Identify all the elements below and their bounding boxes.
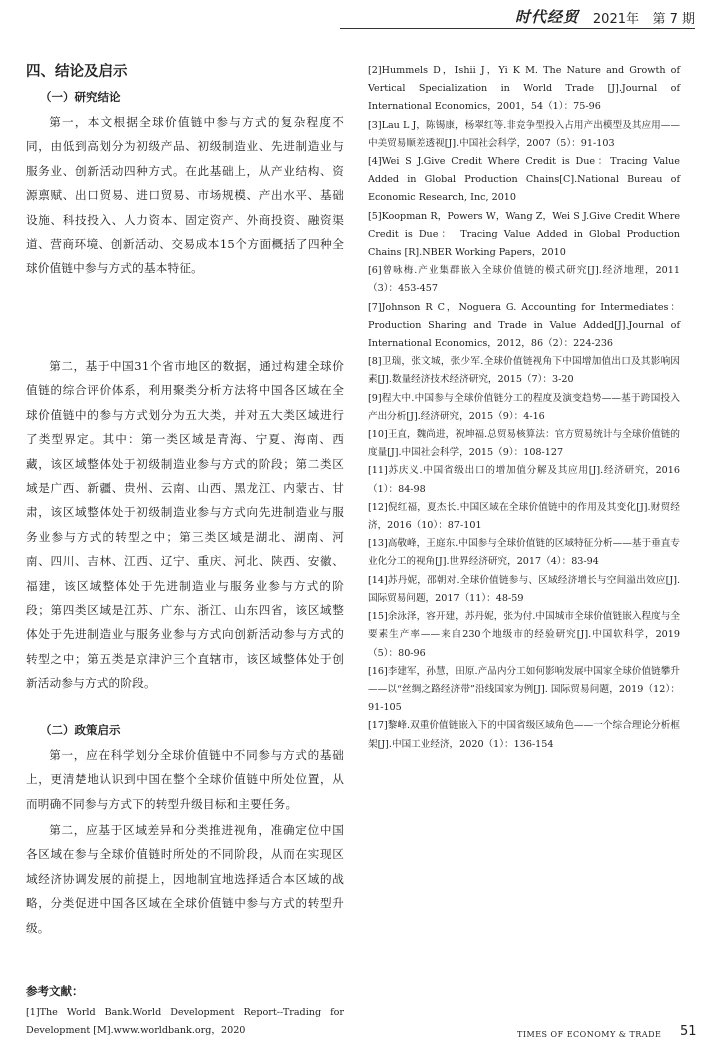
left-column <box>26 62 344 1040</box>
header-rule <box>340 28 695 29</box>
reference-item: [14]苏丹妮，邵朝对.全球价值链参与、区域经济增长与空间溢出效应[J].国际贸易问题，2017（11）：48-59 <box>368 574 680 604</box>
issue-year: 2021年 <box>592 12 639 27</box>
conclusion-paragraph-1: 第一，本文根据全球价值链中参与方式的复杂程度不同，由低到高划分为初级产品、初级制造业、先进制造业与服务业、创新活动四种方式。在此基础上，从产业结构、资源禀赋、出口贸易、进口贸易、市场规模、产出水平、基础设施、科技投入、人力资本、固定资产、外商投资、融资渠道、营商环境、创新活动、交易成本15个方面概括了四种全球价值链中参与方式的基本特征。 <box>26 115 344 276</box>
reference-item: [7]Johnson R C，Noguera G. Accounting for Intermediates：Production Sharing and Trade in Value Added[J].Journal of International Economics，2012，86（2）：224-236 <box>368 301 680 350</box>
reference-item: [15]余泳泽，容开建，苏丹妮，张为付.中国城市全球价值链嵌入程度与全要素生产率——来自230个地级市的经验研究[J].中国软科学，2019（5）：80-96 <box>368 611 680 659</box>
reference-item: [4]Wei S J.Give Credit Where Credit is Due：Tracing Value Added in Global Production Chains[C].National Bureau of Economic Research, Inc, 2010 <box>368 156 680 204</box>
journal-brand: 时代经贸 <box>514 8 579 26</box>
right-column <box>368 62 680 754</box>
subsection-title-conclusions: （一）研究结论 <box>40 90 121 104</box>
issue-number: 第 7 期 <box>652 12 695 27</box>
policy-paragraph-1: 第一，应在科学划分全球价值链中不同参与方式的基础上，更清楚地认识到中国在整个全球价值链中所处位置，从而明确不同参与方式下的转型升级目标和主要任务。 <box>26 748 344 811</box>
reference-item: [16]李建军，孙慧，田原.产品内分工如何影响发展中国家全球价值链攀升——以“丝绸之路经济带”沿线国家为例[J]. 国际贸易问题，2019（12）：91-105 <box>368 665 680 714</box>
reference-item: [8]卫瑞，张文城，张少军.全球价值链视角下中国增加值出口及其影响因素[J].数量经济技术经济研究，2015（7）：3-20 <box>368 356 680 386</box>
reference-item: [12]倪红福，夏杰长.中国区域在全球价值链中的作用及其变化[J].财贸经济，2016（10）：87-101 <box>368 501 680 532</box>
journal-english-name: TIMES OF ECONOMY & TRADE <box>517 1030 662 1039</box>
reference-item: [11]苏庆义.中国省级出口的增加值分解及其应用[J].经济研究，2016（1）：84-98 <box>368 465 680 495</box>
reference-item: [3]Lau L J，陈锡康，杨翠红等.非竞争型投入占用产出模型及其应用——中美贸易顺差透视[J].中国社会科学，2007（5）：91-103 <box>368 119 680 149</box>
references-heading: 参考文献： <box>26 984 84 998</box>
reference-item: [13]高敬峰，王庭东.中国参与全球价值链的区域特征分析——基于垂直专业化分工的视角[J].世界经济研究，2017（4）：83-94 <box>368 538 680 568</box>
conclusion-paragraph-2: 第二，基于中国31个省市地区的数据，通过构建全球价值链的综合评价体系，利用聚类分析方法将中国各区域在全球价值链中的参与方式划分为五大类，并对五大类区域进行了类型界定。其中：第一类区域是青海、宁夏、海南、西藏，该区域整体处于初级制造业参与方式的阶段；第二类区域是广西、新疆、贵州、云南、山西、黑龙江、内蒙古、甘肃，该区域整体处于初级制造业参与方式向先进制造业与服务业参与方式的转型之中；第三类区域是湖北、湖南、河南、四川、吉林、江西、辽宁、重庆、河北、陕西、安徽、福建，该区域整体处于先进制造业与服务业参与方式的阶段；第四类区域是江苏、广东、浙江、山东四省，该区域整体处于先进制造业与服务业参与方式向创新活动参与方式的转型之中；第五类是京津沪三个直辖市，该区域整体处于创新活动参与方式的阶段。 <box>26 359 344 691</box>
reference-item: [1]The World Bank.World Development Report--Trading for Development [M].www.worldbank.org，2020 <box>26 1007 344 1036</box>
reference-item: [17]黎峰.双重价值链嵌入下的中国省级区域角色——一个综合理论分析框架[J].中国工业经济，2020（1）：136-154 <box>368 720 680 750</box>
policy-paragraph-2: 第二，应基于区域差异和分类推进视角，准确定位中国各区域在参与全球价值链时所处的不同阶段，从而在实现区域经济协调发展的前提上，因地制宜地选择适合本区域的战略，分类促进中国各区域在全球价值链中参与方式的转型升级。 <box>26 823 344 935</box>
page-number: 51 <box>680 1024 697 1039</box>
subsection-title-policy: （二）政策启示 <box>40 723 121 737</box>
reference-item: [9]程大中.中国参与全球价值链分工的程度及演变趋势——基于跨国投入产出分析[J].经济研究，2015（9）：4-16 <box>368 392 680 422</box>
reference-item: [5]Koopman R，Powers W，Wang Z，Wei S J.Give Credit Where Credit is Due： Tracing Value Added in Global Production Chains [R].NBER Working Papers，2010 <box>368 210 680 259</box>
page-header <box>0 6 709 28</box>
reference-item: [2]Hummels D，Ishii J，Yi K M. The Nature and Growth of Vertical Specialization in World Trade [J].Journal of International Economics，2001，54（1）：75-96 <box>368 65 680 113</box>
section-title: 四、结论及启示 <box>26 64 128 80</box>
reference-item: [10]王直，魏尚进，祝坤福.总贸易核算法：官方贸易统计与全球价值链的度量[J].中国社会科学，2015（9）：108-127 <box>368 429 680 459</box>
reference-item: [6]曾咏梅.产业集群嵌入全球价值链的模式研究[J].经济地理，2011（3）：453-457 <box>368 265 680 295</box>
